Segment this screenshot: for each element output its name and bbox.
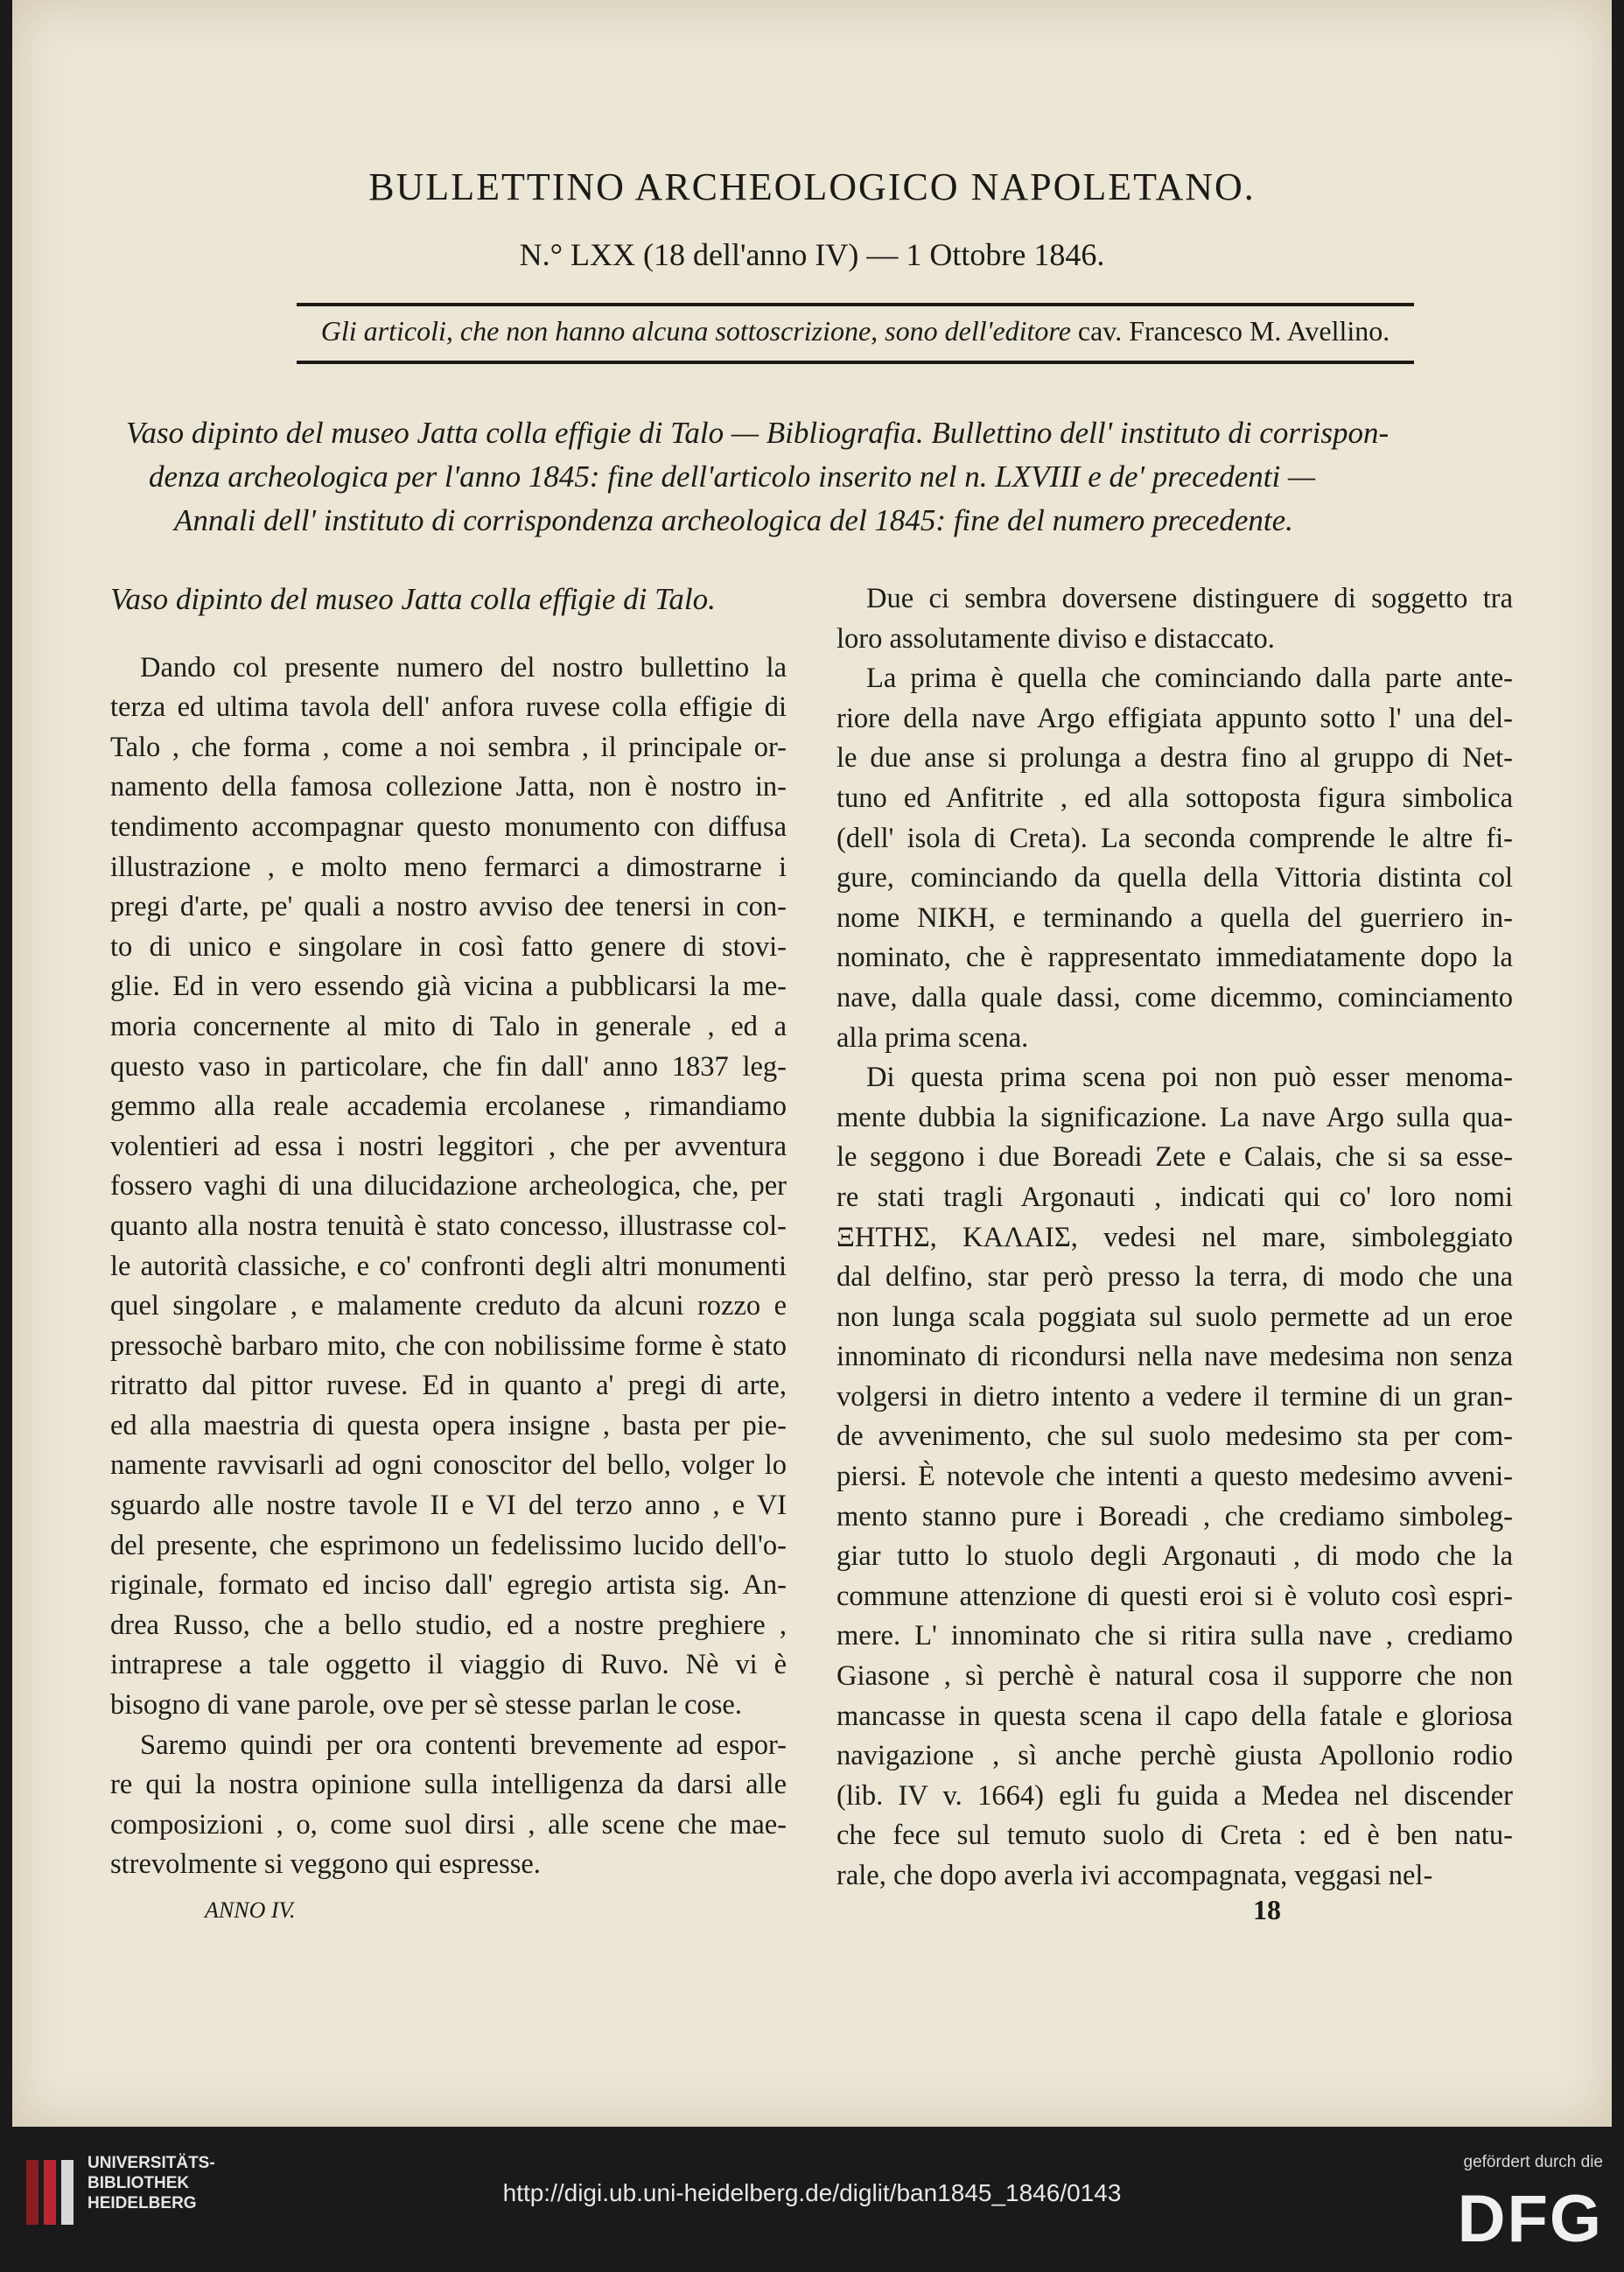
- text-line: commune attenzione di questi eroi si è voluto così espri-: [836, 1580, 1513, 1612]
- paragraph: [110, 1726, 787, 1885]
- text-line: re qui la nostra opinione sulla intelligenza da darsi alle: [110, 1769, 787, 1801]
- volume-signature: ANNO IV.: [205, 1897, 296, 1923]
- summary-line: Vaso dipinto del museo Jatta colla effigie di Talo — Bibliografia. Bullettino dell' instituto di corrispon-: [126, 416, 1390, 450]
- text-line: to di unico e singolare in così fatto genere di stovi-: [110, 930, 787, 963]
- library-name-line: BIBLIOTHEK: [88, 2174, 190, 2192]
- journal-title: BULLETTINO ARCHEOLOGICO NAPOLETANO.: [368, 165, 1256, 208]
- text-line: del presente, che esprimono un fedelissimo lucido dell'o-: [110, 1529, 787, 1561]
- text-line: strevolmente si veggono qui espresse.: [110, 1848, 541, 1881]
- text-line: ed alla maestria di questa opera insigne , basta per pie-: [110, 1409, 787, 1441]
- text-line: de avvenimento, che sul suolo medesimo sta per com-: [836, 1420, 1513, 1453]
- text-line: terza ed ultima tavola dell' anfora ruvese colla effigie di: [110, 691, 787, 724]
- paragraph: [836, 659, 1513, 1058]
- summary-line: Annali dell' instituto di corrispondenza archeologica del 1845: fine del numero precedente.: [174, 503, 1293, 537]
- text-line: questo vaso in particolare, che fin dall' anno 1837 leg-: [110, 1050, 787, 1083]
- text-line: moria concernente al mito di Talo in generale , ed a: [110, 1010, 787, 1042]
- text-line: tendimento accompagnar questo monumento con diffusa: [110, 810, 787, 843]
- paragraph: [836, 579, 1513, 659]
- bottom-rule: [297, 361, 1414, 364]
- text-line: riginale, formato ed inciso dall' egregio artista sig. An-: [110, 1569, 787, 1602]
- text-line: illustrazione , e molto meno fermarci a dimostrarne i: [110, 851, 787, 883]
- text-line: tuno ed Anfitrite , ed alla sottoposta figura simbolica: [836, 782, 1513, 814]
- text-line: nominato, che è rappresentato immediatamente dopo la: [836, 942, 1513, 974]
- text-line: che fece sul temuto suolo di Creta : ed è ben natu-: [836, 1820, 1513, 1852]
- text-line: mere. L' innominato che si ritira sulla nave , crediamo: [836, 1620, 1513, 1652]
- source-url-link[interactable]: http://digi.ub.uni-heidelberg.de/diglit/ban1845_1846/0143: [502, 2179, 1122, 2206]
- scanned-page: [12, 0, 1612, 2127]
- text-line: pressochè barbaro mito, che con nobilissime forme è stato: [110, 1329, 787, 1362]
- paragraph: [110, 649, 787, 1726]
- text-line: Giasone , sì perchè è natural cosa il supporre che non: [836, 1660, 1513, 1693]
- funder-caption: gefördert durch die: [1463, 2153, 1603, 2171]
- editor-note-name: cav. Francesco M. Avellino.: [1070, 315, 1390, 347]
- text-line: Saremo quindi per ora contenti brevemente ad espor-: [140, 1729, 787, 1761]
- text-line: Due ci sembra doversene distinguere di soggetto tra: [866, 583, 1513, 614]
- article-title: Vaso dipinto del museo Jatta colla effigie di Talo.: [110, 582, 716, 616]
- text-line: quel singolare , e malamente creduto da alcuni rozzo e: [110, 1290, 787, 1322]
- text-line: piersi. È notevole che intenti a questo medesimo avveni-: [836, 1461, 1513, 1493]
- top-rule: [297, 303, 1414, 306]
- text-line: namento della famosa collezione Jatta, non è nostro in-: [110, 771, 787, 803]
- text-line: non lunga scala poggiata sul suolo permette ad un eroe: [836, 1301, 1513, 1333]
- right-column: [836, 579, 1513, 1897]
- text-line: le autorità classiche, e co' confronti degli altri monumenti: [110, 1250, 787, 1282]
- text-line: le due anse si prolunga a destra fino al gruppo di Net-: [836, 742, 1513, 775]
- text-line: quanto alla nostra tenuità è stato concesso, illustrasse col-: [110, 1210, 787, 1242]
- text-line: composizioni , o, come suol dirsi , alle scene che mae-: [110, 1808, 787, 1841]
- text-line: gemmo alla reale accademia ercolanese , rimandiamo: [110, 1090, 787, 1123]
- text-line: Di questa prima scena poi non può esser menoma-: [866, 1062, 1513, 1094]
- text-line: navigazione , sì anche perchè giusta Apollonio rodio: [836, 1740, 1513, 1772]
- text-line: sguardo alle nostre tavole II e VI del terzo anno , e VI: [110, 1490, 787, 1522]
- text-line: re stati tragli Argonauti , indicati qui co' loro nomi: [836, 1181, 1513, 1213]
- text-line: Dando col presente numero del nostro bullettino la: [140, 651, 787, 684]
- text-line: dal delfino, star però presso la terra, di modo che una: [836, 1261, 1513, 1294]
- text-line: giar tutto lo stuolo degli Argonauti , di modo che la: [836, 1540, 1513, 1573]
- editor-note: [297, 315, 1414, 347]
- dfg-logo: DFG: [1457, 2182, 1603, 2256]
- issue-number: N.° LXX (18 dell'anno IV) — 1 Ottobre 1846.: [519, 237, 1105, 272]
- library-name-line: UNIVERSITÄTS-: [88, 2154, 215, 2172]
- text-line: nome ΝΙΚΗ, e terminando a quella del guerriero in-: [836, 901, 1513, 934]
- summary-line: denza archeologica per l'anno 1845: fine dell'articolo inserito nel n. LXVIII e de' precedenti —: [149, 459, 1316, 494]
- text-line: intraprese a tale oggetto il viaggio di Ruvo. Nè vi è: [110, 1649, 787, 1681]
- text-line: (dell' isola di Creta). La seconda comprende le altre fi-: [836, 822, 1513, 854]
- text-line: La prima è quella che cominciando dalla parte ante-: [866, 663, 1513, 695]
- page-signature: 18: [1253, 1894, 1281, 1925]
- text-line: ritratto dal pittor ruvese. Ed in quanto a' pregi di arte,: [110, 1370, 787, 1402]
- text-line: loro assolutamente diviso e distaccato.: [836, 622, 1275, 655]
- text-line: ΞΗΤΗΣ, ΚΑΛΑΙΣ, vedesi nel mare, simboleggiato: [836, 1221, 1513, 1253]
- text-line: volentieri ad essa i nostri leggitori , che per avventura: [110, 1130, 787, 1162]
- text-line: pregi d'arte, pe' quali a nostro avviso dee tenersi in con-: [110, 891, 787, 923]
- text-line: bisogno di vane parole, ove per sè stesse parlan le cose.: [110, 1689, 742, 1722]
- text-line: fossero vaghi di una dilucidazione archeologica, che, per: [110, 1170, 787, 1203]
- text-line: glie. Ed in vero essendo già vicina a pubblicarsi la me-: [110, 971, 787, 1003]
- spacer: [110, 620, 787, 649]
- text-line: namente ravvisarli ad ogni conoscitor del bello, volger lo: [110, 1449, 787, 1482]
- paragraph: [836, 1058, 1513, 1896]
- text-line: rale, che dopo averla ivi accompagnata, veggasi nel-: [836, 1860, 1433, 1891]
- text-line: volgersi in dietro intento a vedere il termine di un gran-: [836, 1380, 1513, 1413]
- text-line: riore della nave Argo effigiata appunto sotto l' una del-: [836, 702, 1513, 734]
- library-name-line: HEIDELBERG: [88, 2194, 197, 2212]
- left-column: [110, 579, 787, 1885]
- text-line: mancasse in questa scena il capo della fatale e gloriosa: [836, 1700, 1513, 1732]
- editor-note-italic: Gli articoli, che non hanno alcuna sottoscrizione, sono dell'editore: [320, 315, 1071, 347]
- text-line: mente dubbia la significazione. La nave Argo sulla qua-: [836, 1101, 1513, 1133]
- text-line: (lib. IV v. 1664) egli fu guida a Medea nel discender: [836, 1779, 1513, 1812]
- text-line: le seggono i due Boreadi Zete e Calais, che si sa esse-: [836, 1141, 1513, 1174]
- text-line: mento stanno pure i Boreadi , che crediamo simboleg-: [836, 1500, 1513, 1532]
- text-line: gure, cominciando da quella della Vittoria distinta col: [836, 862, 1513, 894]
- text-line: alla prima scena.: [836, 1021, 1029, 1054]
- text-line: Talo , che forma , come a noi sembra , il principale or-: [110, 731, 787, 763]
- text-line: drea Russo, che a bello studio, ed a nostre preghiere ,: [110, 1609, 787, 1641]
- issue-summary: [126, 411, 1500, 543]
- text-line: innominato di ricondursi nella nave medesima non senza: [836, 1341, 1513, 1373]
- text-line: nave, dalla quale dassi, come dicemmo, cominciamento: [836, 981, 1513, 1013]
